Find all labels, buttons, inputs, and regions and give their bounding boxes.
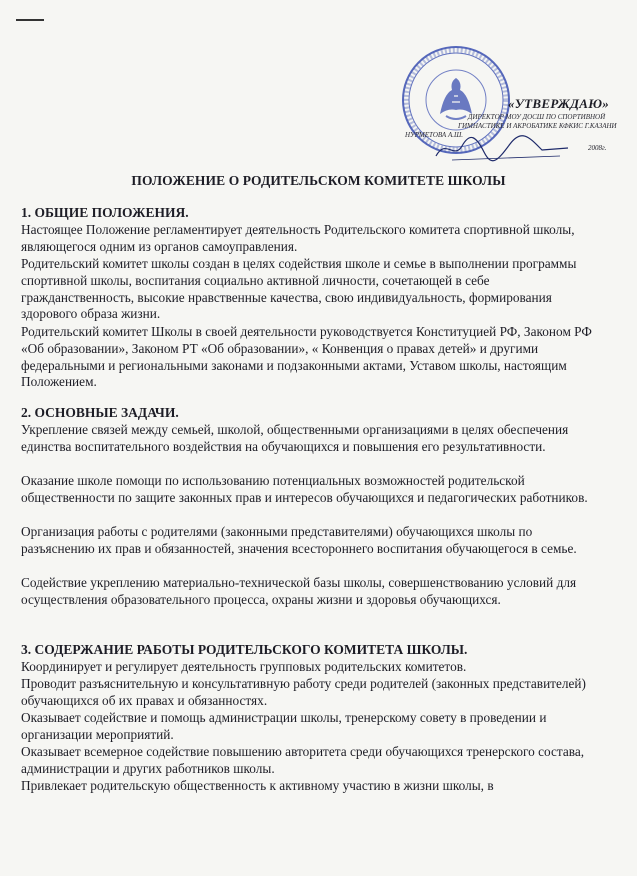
paragraph: Оказывает всемерное содействие повышению авторитета среди обучающихся тренерского состава, администрации и других работников школы. [21,744,585,776]
section-heading: 1. ОБЩИЕ ПОЛОЖЕНИЯ. [21,205,189,220]
corner-mark [16,19,44,21]
paragraph: Оказывает содействие и помощь администрации школы, тренерскому совету в проведении и организации мероприятий. [21,710,547,742]
paragraph: Организация работы с родителями (законными представителями) обучающихся школы по разъяснению их прав и обязанностей, значения всестороннего воспитания обучающегося в семье. [21,524,577,556]
approval-line-organization: ГИМНАСТИКЕ И АКРОБАТИКЕ КФКИС Г.КАЗАНИ [458,122,617,130]
signature [432,134,572,164]
section-heading: 2. ОСНОВНЫЕ ЗАДАЧИ. [21,405,179,420]
approval-date: 2008г. [588,144,607,152]
paragraph: Родительский комитет школы создан в целях содействия школе и семье в выполнении программы спортивной школы, воспитания социально активной личности, сочетающей в себе гражданственность, высокие нравственные качества, свою индивидуальность, формирования здорового образа жизни. [21,256,577,322]
paragraph: Укрепление связей между семьей, школой, общественными организациями в целях обеспечения единства воспитательного воздействия на обучающихся и повышения его результативности. [21,422,569,454]
section-heading: 3. СОДЕРЖАНИЕ РАБОТЫ РОДИТЕЛЬСКОГО КОМИТЕТА ШКОЛЫ. [21,642,468,657]
document-title: ПОЛОЖЕНИЕ О РОДИТЕЛЬСКОМ КОМИТЕТЕ ШКОЛЫ [131,173,506,188]
paragraph: Привлекает родительскую общественность к активному участию в жизни школы, в [21,778,494,793]
approval-line-director: ДИРЕКТОР МОУ ДОСШ ПО СПОРТИВНОЙ [468,113,606,121]
paragraph: Оказание школе помощи по использованию потенциальных возможностей родительской общественности по защите законных прав и интересов обучающихся и педагогических работников. [21,473,588,505]
paragraph: Настоящее Положение регламентирует деятельность Родительского комитета спортивной школы, являющегося одним из органов самоуправления. [21,222,575,254]
approval-line-name: НУРМЕТОВА А.Ш. [405,131,464,139]
paragraph: Содействие укреплению материально-технической базы школы, совершенствованию условий для осуществления образовательного процесса, охраны жизни и здоровья обучающихся. [21,575,577,607]
paragraph: Проводит разъяснительную и консультативную работу среди родителей (законных представителей) обучающихся об их правах и обязанностях. [21,676,586,708]
approval-heading: «УТВЕРЖДАЮ» [508,96,610,111]
paragraph: Родительский комитет Школы в своей деятельности руководствуется Конституцией РФ, Законом РФ «Об образовании», Законом РТ «Об образовании», « Конвенция о правах детей» и другими федеральными и региональными законами и подзаконными актами, Уставом школы, настоящим Положением. [21,324,592,390]
paragraph: Координирует и регулирует деятельность групповых родительских комитетов. [21,659,467,674]
